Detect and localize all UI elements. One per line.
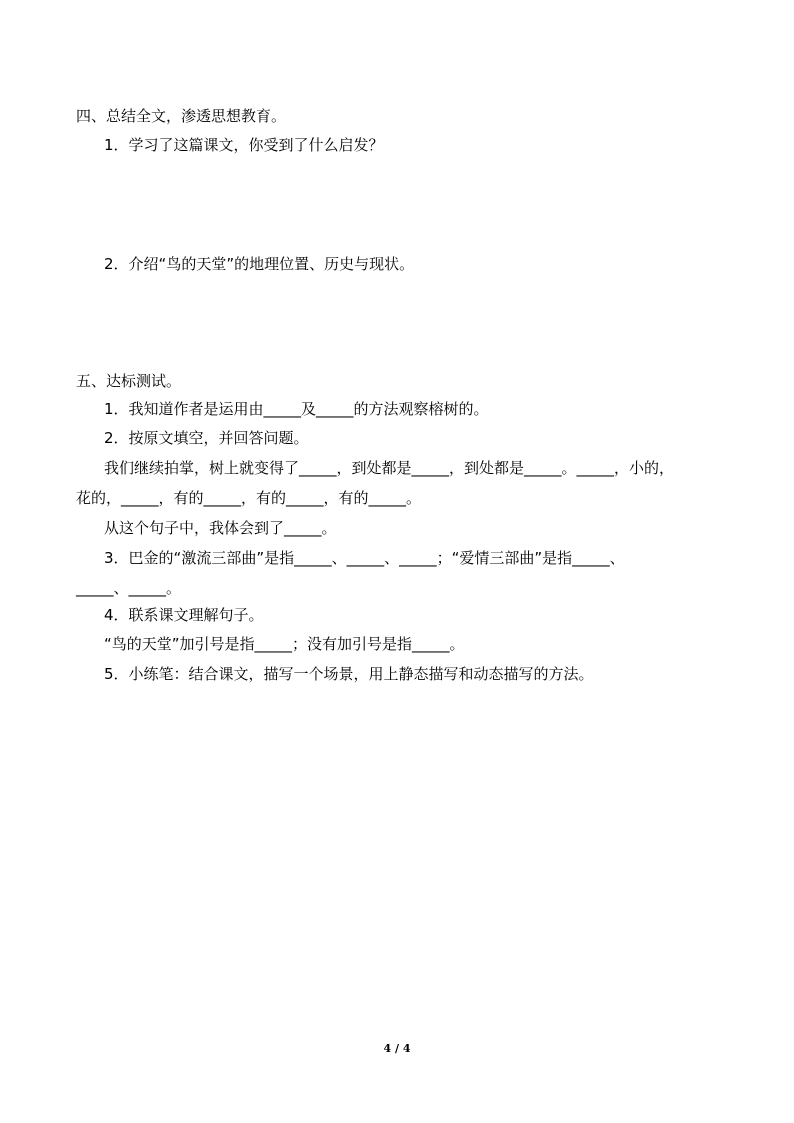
section-5-question-4-text: “鸟的天堂”加引号是指_____；没有加引号是指_____。 (104, 635, 465, 653)
section-5-question-3-line-2: _____、_____。 (76, 579, 182, 597)
section-5-question-2: 2．按原文填空，并回答问题。 (104, 429, 309, 447)
section-4-question-1: 1．学习了这篇课文，你受到了什么启发？ (104, 136, 384, 154)
section-4-question-2: 2．介绍“鸟的天堂”的地理位置、历史与现状。 (104, 255, 415, 273)
page-number: 4 / 4 (383, 1042, 411, 1055)
section-5-question-5: 5．小练笔：结合课文，描写一个场景，用上静态描写和动态描写的方法。 (104, 665, 594, 683)
section-4-heading: 四、总结全文，渗透思想教育。 (76, 107, 287, 125)
section-5-question-2-text-line-2: 花的，_____，有的_____，有的_____，有的_____。 (76, 489, 422, 507)
section-5-question-2-followup: 从这个句子中，我体会到了_____。 (104, 519, 337, 537)
section-5-question-1: 1．我知道作者是运用由_____及_____的方法观察榕树的。 (104, 400, 489, 418)
section-5-heading: 五、达标测试。 (76, 372, 182, 390)
section-5-question-3-line-1: 3．巴金的“激流三部曲”是指_____、_____、_____；“爱情三部曲”是指_____、 (104, 549, 625, 567)
section-5-question-4: 4．联系课文理解句子。 (104, 606, 264, 624)
section-5-question-2-text-line-1: 我们继续拍掌，树上就变得了_____，到处都是_____，到处都是_____。_____，小的， (104, 459, 675, 477)
